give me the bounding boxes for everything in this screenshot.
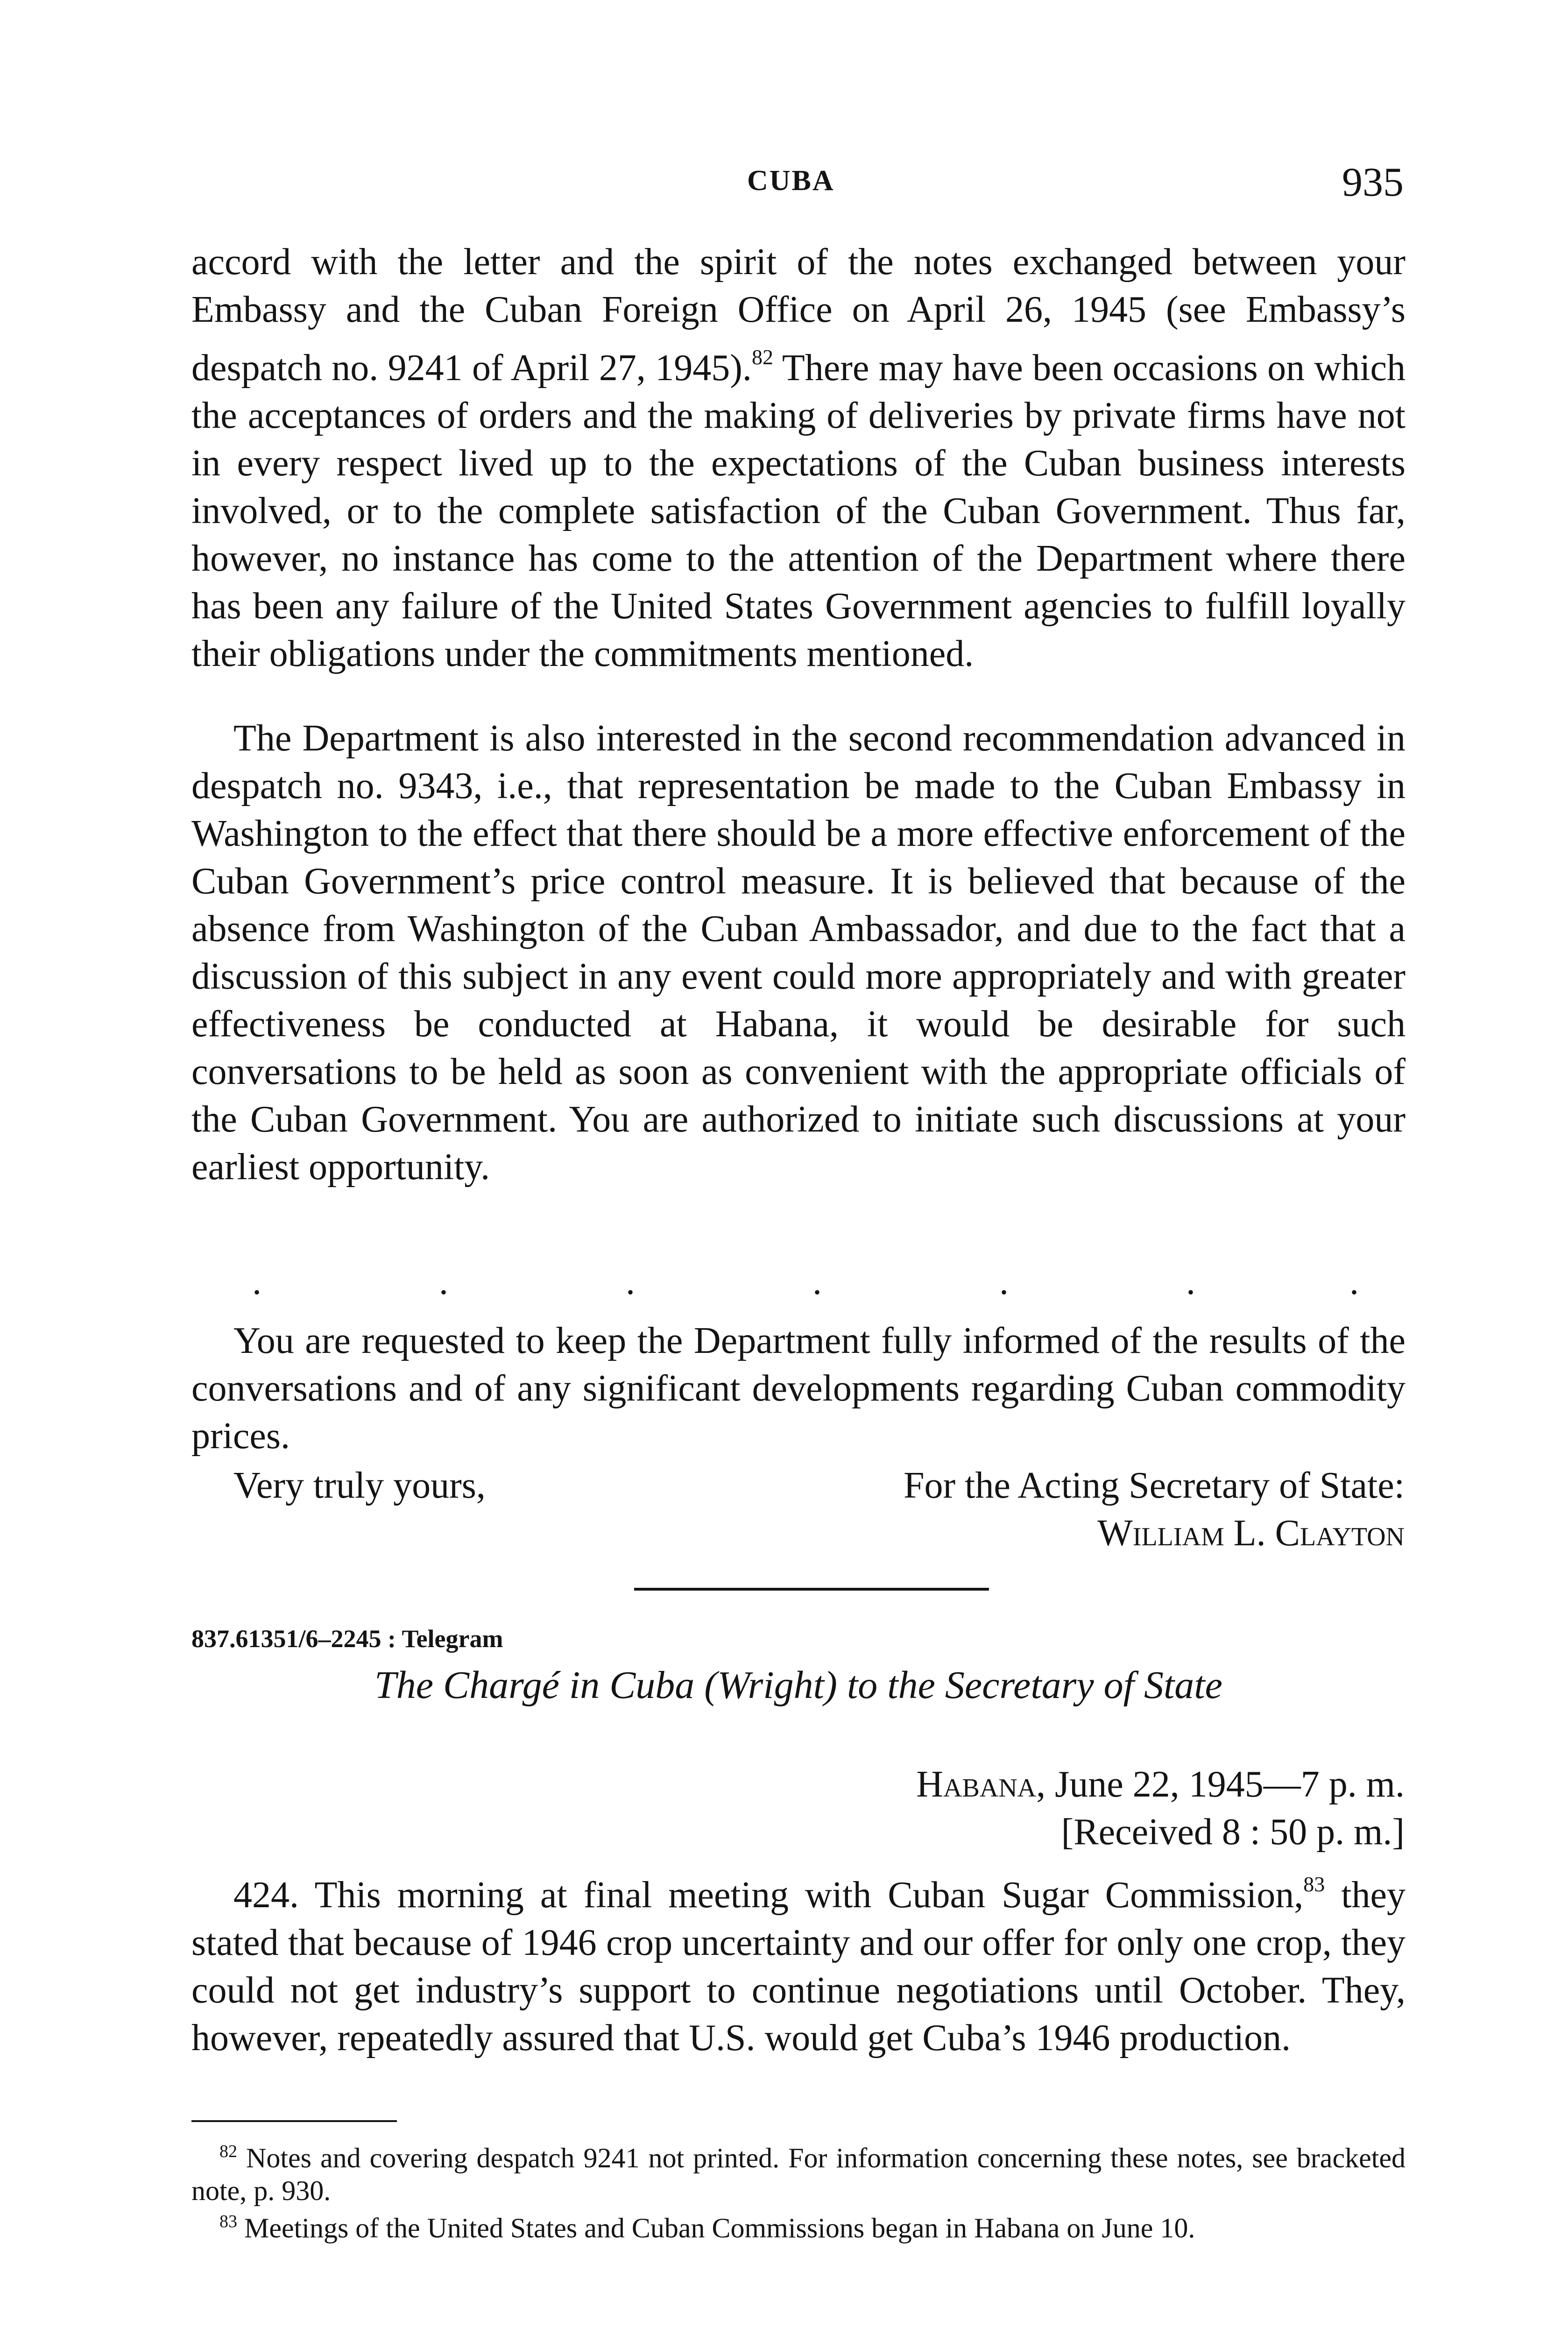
dateline [916,1761,1405,1808]
section-divider [634,1588,989,1591]
received-time: [Received 8 : 50 p. m.] [1061,1811,1405,1853]
ellipsis-dot: . [1186,1261,1195,1302]
document-title: The Chargé in Cuba (Wright) to the Secretary of State [374,1663,1222,1707]
footnote-marker: 82 [219,2142,237,2161]
footnote-text: Meetings of the United States and Cuban Commissions began in Habana on June 10. [237,2213,1195,2243]
file-reference: 837.61351/6–2245 : Telegram [191,1625,503,1653]
paragraph-1-text-b: There may have been occasions on which the acceptances of orders and the making of deliveries by private firms have not in every respect lived up to the expectations of the Cuban business interests involved, or to the complete satisfaction of the Cuban Government. Thus far, however, no instance has come to the attention of the Department where there has been any failure of the United States Government agencies to fulfill loyally their obligations under the commitments mentioned. [191,347,1406,674]
telegram-text-a: 424. This morning at final meeting with Cuban Sugar Commission, [233,1875,1304,1916]
ellipsis-dot: . [812,1261,822,1302]
paragraph-2: The Department is also interested in the second recommendation advanced in despatch no. 9343, i.e., that representation be made to the Cuban Embassy in Washington to the effect that there should be a more effective enforcement of the Cuban Government’s price control measure. It is believed that because of the absence from Washington of the Cuban Ambassador, and due to the fact that a discussion of this subject in any event could more appropriately and with greater effectiveness be conducted at Habana, it would be desirable for such conversations to be held as soon as convenient with the appropriate officials of the Cuban Government. You are authorized to initiate such discussions at your earliest opportunity. [191,718,1406,1188]
signature-name: William L. Clayton [1097,1513,1405,1554]
paragraph-1-text-a: accord with the letter and the spirit of the notes exchanged between your Embassy and the Cuban Foreign Office on April 26, 1945 (see Embassy’s despatch no. 9241 of April 27, 1945). [191,241,1406,389]
footnote-83 [191,2205,1406,2244]
footnote-ref-83: 83 [1303,1872,1325,1896]
footnote-ref-82: 82 [751,345,773,369]
footnote-text: Notes and covering despatch 9241 not printed. For information concerning these notes, see bracketed note, p. 930. [191,2143,1406,2206]
ellipsis-dot: . [252,1261,261,1302]
ellipsis-dot: . [439,1261,448,1302]
dateline-date: June 22, 1945—7 p. m. [1045,1764,1405,1805]
footnote-rule [191,2120,397,2122]
signature-for: For the Acting Secretary of State: [903,1465,1405,1506]
paragraph-3: You are requested to keep the Department fully informed of the results of the conversations and of any significant developments regarding Cuban commodity prices. [191,1320,1406,1457]
ellipsis-dot: . [626,1261,635,1302]
telegram-text-b: they stated that because of 1946 crop uncertainty and our offer for only one crop, they could not get industry’s support to continue negotiations until October. They, however, repeatedly assured that U.S. would get Cuba’s 1946 production. [191,1875,1406,2059]
page-number: 935 [1342,160,1404,205]
paragraph-1 [191,238,1406,678]
running-head: CUBA [747,165,835,197]
closing: Very truly yours, [233,1465,486,1506]
footnote-82 [191,2135,1406,2207]
ellipsis-dot: . [999,1261,1009,1302]
dateline-place: Habana, [916,1764,1046,1805]
ellipsis-dot: . [1349,1261,1359,1302]
footnote-marker: 83 [219,2212,237,2231]
telegram-text [191,1861,1406,2062]
